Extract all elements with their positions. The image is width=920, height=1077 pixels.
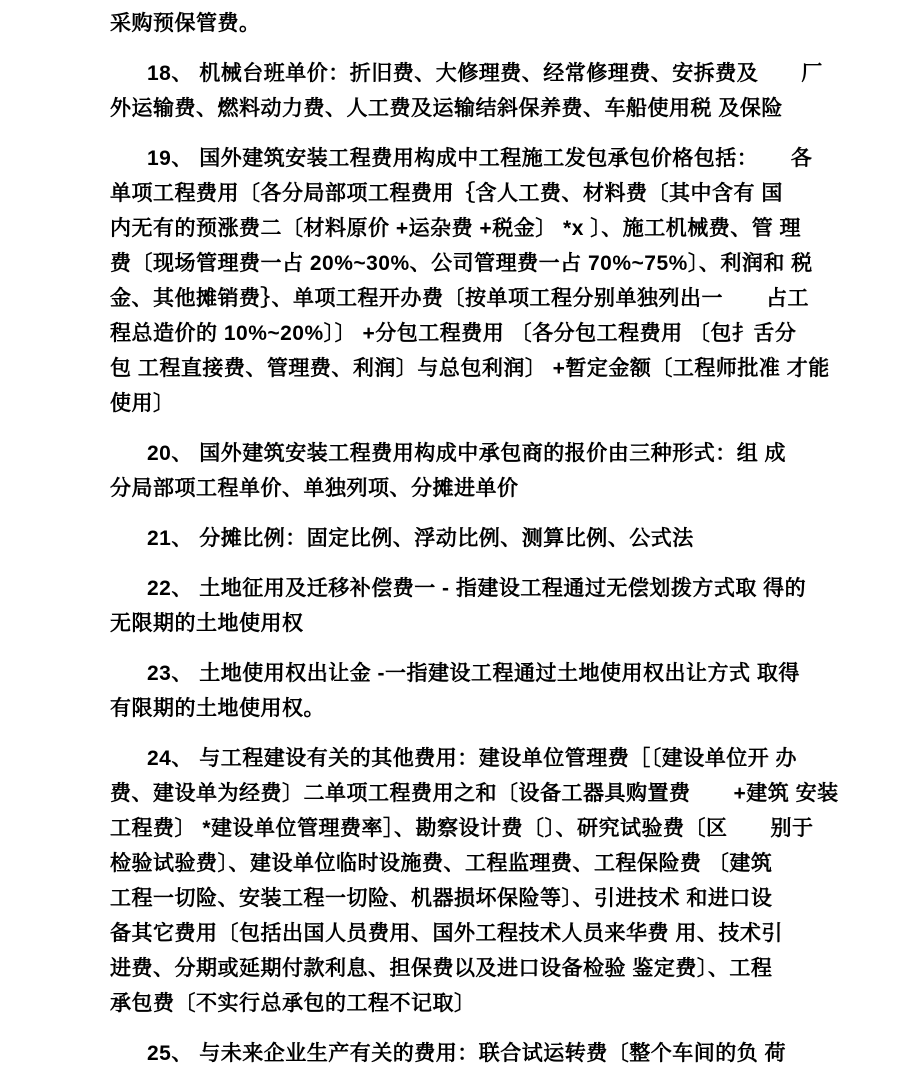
text-line: 费、建设单为经费〕二单项工程费用之和〔设备工器具购置费 +建筑 安装 bbox=[110, 782, 839, 805]
text-line: 承包费〔不实行总承包的工程不记取〕 bbox=[110, 992, 476, 1015]
text-line: 22、 土地征用及迁移补偿费一 - 指建设工程通过无偿划拨方式取 得的 bbox=[147, 577, 807, 600]
text-line: 外运输费、燃料动力费、人工费及运输结斜保养费、车船使用税 及保险 bbox=[110, 97, 783, 120]
text-line: 程总造价的 10%~20%〕〕 +分包工程费用 〔各分包工程费用 〔包扌舌分 bbox=[110, 322, 797, 345]
text-line: 单项工程费用〔各分局部项工程费用｛含人工费、材料费〔其中含有 国 bbox=[110, 182, 783, 205]
text-line: 24、 与工程建设有关的其他费用：建设单位管理费［〔建设单位开 办 bbox=[147, 747, 798, 770]
text-line: 使用〕 bbox=[110, 392, 175, 415]
text-line: 19、 国外建筑安装工程费用构成中工程施工发包承包价格包括： 各 bbox=[147, 147, 813, 170]
paragraph-item-21 bbox=[110, 521, 812, 556]
text-line: 采购预保管费。 bbox=[110, 12, 261, 35]
text-line: 工程一切险、安装工程一切险、机器损坏保险等〕、引进技术 和进口设 bbox=[110, 887, 773, 910]
text-line: 20、 国外建筑安装工程费用构成中承包商的报价由三种形式：组 成 bbox=[147, 442, 787, 465]
paragraph-item-25 bbox=[110, 1036, 812, 1071]
text-line: 检验试验费〕、建设单位临时设施费、工程监理费、工程保险费 〔建筑 bbox=[110, 852, 773, 875]
text-line: 23、 土地使用权出让金 -一指建设工程通过土地使用权出让方式 取得 bbox=[147, 662, 800, 685]
text-line: 18、 机械台班单价：折旧费、大修理费、经常修理费、安拆费及 厂 bbox=[147, 62, 823, 85]
paragraph-item-24 bbox=[110, 741, 839, 1021]
text-line: 分局部项工程单价、单独列项、分摊进单价 bbox=[110, 477, 519, 500]
text-line: 21、 分摊比例：固定比例、浮动比例、测算比例、公式法 bbox=[147, 527, 694, 550]
paragraph-item-22 bbox=[110, 571, 812, 641]
paragraph-continuation bbox=[110, 6, 812, 41]
text-line: 包 工程直接费、管理费、利润〕与总包利润〕 +暂定金额〔工程师批准 才能 bbox=[110, 357, 830, 380]
text-line: 无限期的土地使用权 bbox=[110, 612, 304, 635]
text-line: 备其它费用〔包括出国人员费用、国外工程技术人员来华费 用、技术引 bbox=[110, 922, 783, 945]
text-line: 进费、分期或延期付款利息、担保费以及进口设备检验 鉴定费〕、工程 bbox=[110, 957, 773, 980]
text-line: 工程费〕 *建设单位管理费率］、勘察设计费〔〕、研究试验费〔区 别于 bbox=[110, 817, 814, 840]
paragraph-item-23 bbox=[110, 656, 812, 726]
text-line: 金、其他摊销费｝、单项工程开办费〔按单项工程分别单独列出一 占工 bbox=[110, 287, 809, 310]
text-line: 费〔现场管理费一占 20%~30%、公司管理费一占 70%~75%〕、利润和 税 bbox=[110, 252, 813, 275]
text-line: 25、 与未来企业生产有关的费用：联合试运转费〔整个车间的负 荷 bbox=[147, 1042, 787, 1065]
paragraph-item-18 bbox=[110, 56, 823, 126]
text-line: 有限期的土地使用权。 bbox=[110, 697, 325, 720]
paragraph-item-20 bbox=[110, 436, 812, 506]
text-line: 内无有的预涨费二〔材料原价 +运杂费 +税金〕 *x 〕、施工机械费、管 理 bbox=[110, 217, 802, 240]
paragraph-item-19 bbox=[110, 141, 830, 421]
